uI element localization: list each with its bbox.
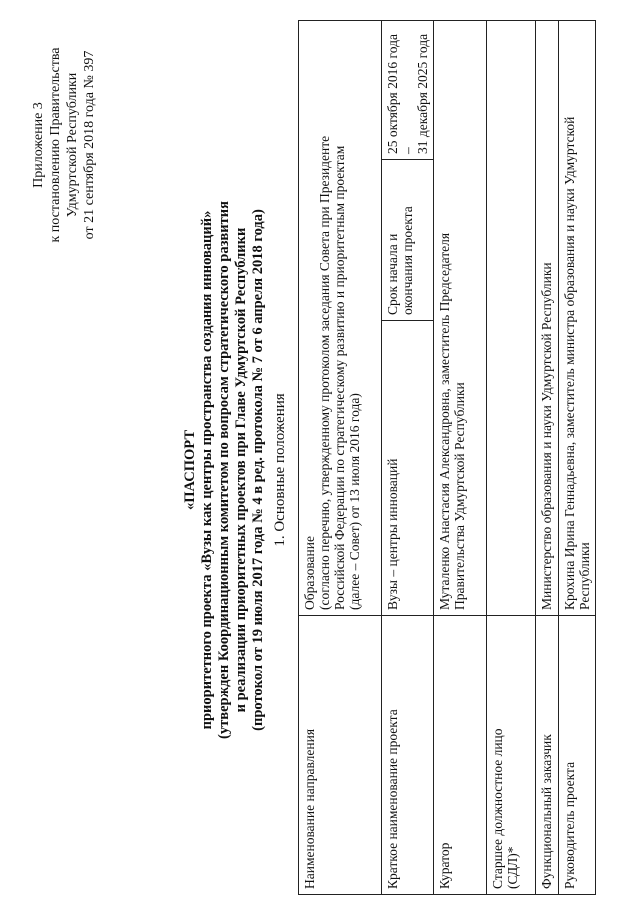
direction-value-line: (далее – Совет) от 13 июля 2016 года) — [347, 393, 362, 610]
table-row — [299, 21, 382, 895]
short-name-value: Вузы – центры инноваций — [382, 321, 434, 616]
title-line-3: (утвержден Координационным комитетом по вопросам стратегического развития — [216, 201, 232, 739]
table-row — [487, 21, 536, 895]
period-label-line: Срок начала и — [385, 233, 400, 315]
document-title — [182, 145, 267, 795]
title-line-5: (протокол от 19 июля 2017 года № 4 в ред. протокола № 7 от 6 апреля 2018 года) — [250, 209, 266, 731]
title-line-1: «ПАСПОРТ — [182, 430, 198, 511]
period-label — [382, 160, 434, 321]
direction-value — [299, 21, 382, 616]
curator-value-line: Правительства Удмуртской Республики — [452, 382, 467, 610]
direction-value-line: Образование — [302, 536, 317, 610]
table-row — [434, 21, 487, 895]
senior-official-value — [487, 21, 536, 616]
senior-official-label-line: Старшее должностное лицо — [490, 728, 505, 889]
functional-customer-value: Министерство образования и науки Удмуртской Республики — [536, 21, 559, 616]
appendix-ref-1: к постановлению Правительства — [48, 47, 63, 243]
period-value — [382, 21, 434, 160]
period-value-line: 31 декабря 2025 года — [415, 33, 430, 154]
project-head-value-line: Республики — [577, 542, 592, 610]
appendix-header — [30, 25, 98, 265]
curator-value — [434, 21, 487, 616]
table-row — [382, 21, 434, 895]
project-head-value-line: Крохина Ирина Геннадьевна, заместитель министра образования и науки Удмуртской — [562, 116, 577, 610]
direction-label: Наименование направления — [299, 616, 382, 895]
curator-value-line: Муталенко Анастасия Александровна, заместитель Председателя — [437, 232, 452, 610]
period-value-line: 25 октября 2016 года – — [385, 34, 415, 154]
table-row — [559, 21, 596, 895]
appendix-ref-3: от 21 сентября 2018 года № 397 — [82, 50, 97, 240]
table-row — [536, 21, 559, 895]
title-line-4: и реализации приоритетных проектов при Главе Удмуртской Республики — [233, 227, 249, 713]
senior-official-label — [487, 616, 536, 895]
title-line-2: приоритетного проекта «Вузы как центры пространства создания инноваций» — [199, 210, 215, 730]
senior-official-label-line: (СДЛ)* — [505, 846, 520, 889]
direction-value-line: Российской Федерации по стратегическому развитию и приоритетным проектам — [332, 145, 347, 610]
project-head-label: Руководитель проекта — [559, 616, 596, 895]
appendix-number: Приложение 3 — [31, 102, 46, 188]
project-head-value — [559, 21, 596, 616]
section-title: 1. Основные положения — [272, 393, 288, 547]
direction-value-line: (согласно перечню, утвержденному протоколом заседания Совета при Президенте — [317, 135, 332, 610]
functional-customer-label: Функциональный заказчик — [536, 616, 559, 895]
curator-label: Куратор — [434, 616, 487, 895]
short-name-label: Краткое наименование проекта — [382, 616, 434, 895]
appendix-ref-2: Удмуртской Республики — [65, 72, 80, 218]
passport-table — [298, 20, 596, 895]
period-label-line: окончания проекта — [400, 206, 415, 315]
